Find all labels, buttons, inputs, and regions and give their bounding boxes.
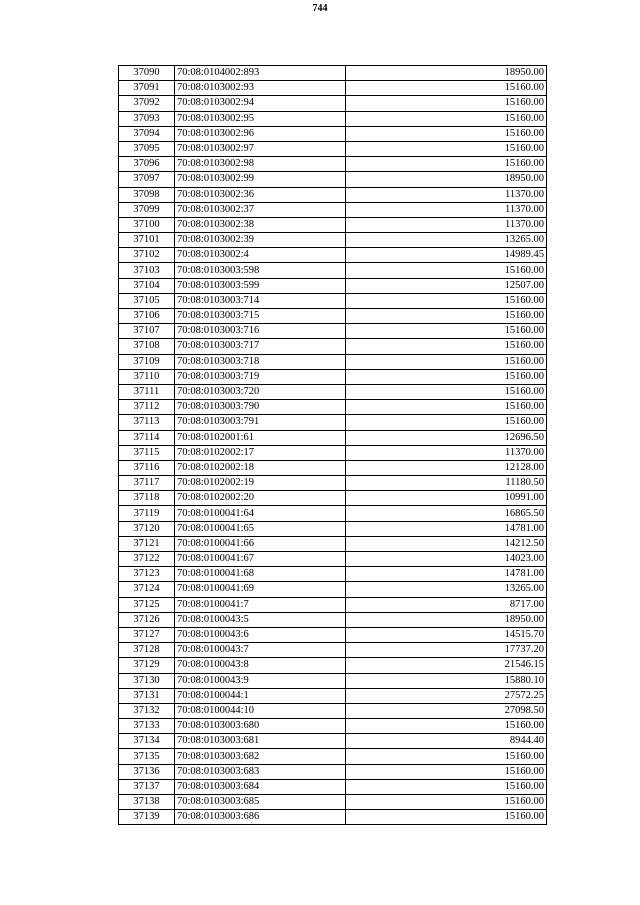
- value-cell: 15160.00: [346, 764, 547, 779]
- value-cell: 17737.20: [346, 643, 547, 658]
- row-number-cell: 37105: [119, 293, 175, 308]
- cadastral-number-cell: 70:08:0103003:684: [175, 779, 346, 794]
- row-number-cell: 37108: [119, 339, 175, 354]
- table-row: [119, 491, 547, 506]
- table-row: [119, 111, 547, 126]
- table-row: [119, 521, 547, 536]
- cadastral-number-cell: 70:08:0103003:686: [175, 810, 346, 825]
- value-cell: 18950.00: [346, 612, 547, 627]
- table-row: [119, 324, 547, 339]
- table-row: [119, 187, 547, 202]
- cadastral-number-cell: 70:08:0103002:4: [175, 248, 346, 263]
- row-number-cell: 37128: [119, 643, 175, 658]
- value-cell: 11370.00: [346, 202, 547, 217]
- table-row: [119, 339, 547, 354]
- page-number: 744: [312, 3, 328, 14]
- row-number-cell: 37133: [119, 719, 175, 734]
- cadastral-number-cell: 70:08:0103002:98: [175, 157, 346, 172]
- row-number-cell: 37104: [119, 278, 175, 293]
- row-number-cell: 37112: [119, 400, 175, 415]
- value-cell: 11370.00: [346, 217, 547, 232]
- cadastral-number-cell: 70:08:0103002:95: [175, 111, 346, 126]
- table-row: [119, 81, 547, 96]
- table-row: [119, 66, 547, 81]
- cadastral-number-cell: 70:08:0103002:99: [175, 172, 346, 187]
- cadastral-number-cell: 70:08:0103002:93: [175, 81, 346, 96]
- cadastral-number-cell: 70:08:0102001:61: [175, 430, 346, 445]
- cadastral-number-cell: 70:08:0103003:683: [175, 764, 346, 779]
- value-cell: 14781.00: [346, 567, 547, 582]
- value-cell: 15160.00: [346, 324, 547, 339]
- value-cell: 15160.00: [346, 779, 547, 794]
- row-number-cell: 37136: [119, 764, 175, 779]
- row-number-cell: 37097: [119, 172, 175, 187]
- value-cell: 8717.00: [346, 597, 547, 612]
- table-row: [119, 369, 547, 384]
- value-cell: 18950.00: [346, 66, 547, 81]
- cadastral-number-cell: 70:08:0100044:1: [175, 688, 346, 703]
- table-row: [119, 157, 547, 172]
- cadastral-number-cell: 70:08:0100041:68: [175, 567, 346, 582]
- table-row: [119, 233, 547, 248]
- row-number-cell: 37137: [119, 779, 175, 794]
- table-row: [119, 673, 547, 688]
- table-row: [119, 141, 547, 156]
- cadastral-number-cell: 70:08:0102002:18: [175, 460, 346, 475]
- table-row: [119, 476, 547, 491]
- value-cell: 15160.00: [346, 339, 547, 354]
- cadastral-number-cell: 70:08:0103002:97: [175, 141, 346, 156]
- table-row: [119, 400, 547, 415]
- value-cell: 21546.15: [346, 658, 547, 673]
- value-cell: 15160.00: [346, 369, 547, 384]
- table-body: [119, 66, 547, 825]
- table-row: [119, 764, 547, 779]
- row-number-cell: 37093: [119, 111, 175, 126]
- table-row: [119, 415, 547, 430]
- table-row: [119, 703, 547, 718]
- value-cell: 14023.00: [346, 552, 547, 567]
- row-number-cell: 37106: [119, 309, 175, 324]
- value-cell: 15160.00: [346, 354, 547, 369]
- cadastral-number-cell: 70:08:0103002:37: [175, 202, 346, 217]
- cadastral-number-cell: 70:08:0102002:20: [175, 491, 346, 506]
- row-number-cell: 37102: [119, 248, 175, 263]
- value-cell: 15160.00: [346, 157, 547, 172]
- value-cell: 8944.40: [346, 734, 547, 749]
- value-cell: 15160.00: [346, 293, 547, 308]
- table-row: [119, 126, 547, 141]
- cadastral-number-cell: 70:08:0100043:6: [175, 627, 346, 642]
- table-row: [119, 627, 547, 642]
- table-row: [119, 248, 547, 263]
- cadastral-number-cell: 70:08:0100041:66: [175, 536, 346, 551]
- cadastral-number-cell: 70:08:0103003:681: [175, 734, 346, 749]
- value-cell: 12696.50: [346, 430, 547, 445]
- table-row: [119, 779, 547, 794]
- table-row: [119, 384, 547, 399]
- row-number-cell: 37118: [119, 491, 175, 506]
- value-cell: 15160.00: [346, 309, 547, 324]
- cadastral-value-table: [118, 65, 547, 825]
- row-number-cell: 37103: [119, 263, 175, 278]
- value-cell: 15160.00: [346, 384, 547, 399]
- value-cell: 15160.00: [346, 795, 547, 810]
- row-number-cell: 37129: [119, 658, 175, 673]
- row-number-cell: 37132: [119, 703, 175, 718]
- cadastral-number-cell: 70:08:0103002:39: [175, 233, 346, 248]
- table-row: [119, 506, 547, 521]
- row-number-cell: 37124: [119, 582, 175, 597]
- table-row: [119, 612, 547, 627]
- cadastral-number-cell: 70:08:0104002:893: [175, 66, 346, 81]
- cadastral-number-cell: 70:08:0100043:9: [175, 673, 346, 688]
- cadastral-number-cell: 70:08:0103003:685: [175, 795, 346, 810]
- value-cell: 14212.50: [346, 536, 547, 551]
- row-number-cell: 37111: [119, 384, 175, 399]
- table-row: [119, 552, 547, 567]
- table-row: [119, 567, 547, 582]
- value-cell: 10991.00: [346, 491, 547, 506]
- cadastral-number-cell: 70:08:0100041:67: [175, 552, 346, 567]
- row-number-cell: 37117: [119, 476, 175, 491]
- row-number-cell: 37098: [119, 187, 175, 202]
- row-number-cell: 37100: [119, 217, 175, 232]
- table-row: [119, 734, 547, 749]
- value-cell: 15160.00: [346, 810, 547, 825]
- value-cell: 11370.00: [346, 187, 547, 202]
- row-number-cell: 37114: [119, 430, 175, 445]
- row-number-cell: 37134: [119, 734, 175, 749]
- row-number-cell: 37090: [119, 66, 175, 81]
- table-row: [119, 309, 547, 324]
- value-cell: 15160.00: [346, 141, 547, 156]
- cadastral-number-cell: 70:08:0103003:715: [175, 309, 346, 324]
- cadastral-number-cell: 70:08:0103002:38: [175, 217, 346, 232]
- cadastral-number-cell: 70:08:0103003:599: [175, 278, 346, 293]
- cadastral-number-cell: 70:08:0100041:65: [175, 521, 346, 536]
- table-row: [119, 445, 547, 460]
- value-cell: 18950.00: [346, 172, 547, 187]
- table-row: [119, 536, 547, 551]
- cadastral-number-cell: 70:08:0103002:94: [175, 96, 346, 111]
- row-number-cell: 37125: [119, 597, 175, 612]
- row-number-cell: 37101: [119, 233, 175, 248]
- row-number-cell: 37127: [119, 627, 175, 642]
- value-cell: 12507.00: [346, 278, 547, 293]
- table-row: [119, 217, 547, 232]
- value-cell: 11370.00: [346, 445, 547, 460]
- value-cell: 14989.45: [346, 248, 547, 263]
- row-number-cell: 37123: [119, 567, 175, 582]
- cadastral-number-cell: 70:08:0103003:717: [175, 339, 346, 354]
- cadastral-number-cell: 70:08:0100043:8: [175, 658, 346, 673]
- cadastral-number-cell: 70:08:0103003:720: [175, 384, 346, 399]
- row-number-cell: 37091: [119, 81, 175, 96]
- table-row: [119, 263, 547, 278]
- value-cell: 13265.00: [346, 233, 547, 248]
- value-cell: 15160.00: [346, 415, 547, 430]
- cadastral-number-cell: 70:08:0100041:7: [175, 597, 346, 612]
- table-row: [119, 688, 547, 703]
- row-number-cell: 37139: [119, 810, 175, 825]
- row-number-cell: 37138: [119, 795, 175, 810]
- table-row: [119, 597, 547, 612]
- table-row: [119, 658, 547, 673]
- value-cell: 13265.00: [346, 582, 547, 597]
- row-number-cell: 37119: [119, 506, 175, 521]
- row-number-cell: 37120: [119, 521, 175, 536]
- row-number-cell: 37095: [119, 141, 175, 156]
- value-cell: 14515.70: [346, 627, 547, 642]
- table-row: [119, 278, 547, 293]
- row-number-cell: 37109: [119, 354, 175, 369]
- value-cell: 15160.00: [346, 749, 547, 764]
- table-row: [119, 810, 547, 825]
- table-row: [119, 430, 547, 445]
- table-row: [119, 354, 547, 369]
- row-number-cell: 37135: [119, 749, 175, 764]
- table-row: [119, 460, 547, 475]
- value-cell: 15880.10: [346, 673, 547, 688]
- cadastral-number-cell: 70:08:0103003:714: [175, 293, 346, 308]
- value-cell: 16865.50: [346, 506, 547, 521]
- row-number-cell: 37113: [119, 415, 175, 430]
- cadastral-number-cell: 70:08:0102002:17: [175, 445, 346, 460]
- cadastral-number-cell: 70:08:0103003:718: [175, 354, 346, 369]
- value-cell: 27572.25: [346, 688, 547, 703]
- row-number-cell: 37099: [119, 202, 175, 217]
- value-cell: 27098.50: [346, 703, 547, 718]
- row-number-cell: 37121: [119, 536, 175, 551]
- table-row: [119, 643, 547, 658]
- table-row: [119, 202, 547, 217]
- value-cell: 15160.00: [346, 400, 547, 415]
- row-number-cell: 37130: [119, 673, 175, 688]
- cadastral-number-cell: 70:08:0103003:719: [175, 369, 346, 384]
- cadastral-number-cell: 70:08:0103003:682: [175, 749, 346, 764]
- row-number-cell: 37094: [119, 126, 175, 141]
- table-row: [119, 749, 547, 764]
- row-number-cell: 37116: [119, 460, 175, 475]
- value-cell: 12128.00: [346, 460, 547, 475]
- row-number-cell: 37126: [119, 612, 175, 627]
- row-number-cell: 37092: [119, 96, 175, 111]
- table-row: [119, 795, 547, 810]
- value-cell: 14781.00: [346, 521, 547, 536]
- value-cell: 15160.00: [346, 263, 547, 278]
- cadastral-number-cell: 70:08:0103002:36: [175, 187, 346, 202]
- table-row: [119, 582, 547, 597]
- row-number-cell: 37115: [119, 445, 175, 460]
- cadastral-number-cell: 70:08:0100043:5: [175, 612, 346, 627]
- table-row: [119, 172, 547, 187]
- cadastral-number-cell: 70:08:0103003:716: [175, 324, 346, 339]
- table-row: [119, 96, 547, 111]
- value-cell: 15160.00: [346, 126, 547, 141]
- cadastral-number-cell: 70:08:0100041:64: [175, 506, 346, 521]
- value-cell: 15160.00: [346, 81, 547, 96]
- table-row: [119, 293, 547, 308]
- row-number-cell: 37107: [119, 324, 175, 339]
- cadastral-number-cell: 70:08:0103003:680: [175, 719, 346, 734]
- cadastral-number-cell: 70:08:0100044:10: [175, 703, 346, 718]
- cadastral-number-cell: 70:08:0100041:69: [175, 582, 346, 597]
- row-number-cell: 37131: [119, 688, 175, 703]
- cadastral-number-cell: 70:08:0103003:598: [175, 263, 346, 278]
- cadastral-number-cell: 70:08:0103002:96: [175, 126, 346, 141]
- cadastral-number-cell: 70:08:0103003:791: [175, 415, 346, 430]
- cadastral-number-cell: 70:08:0102002:19: [175, 476, 346, 491]
- table-row: [119, 719, 547, 734]
- value-cell: 15160.00: [346, 96, 547, 111]
- cadastral-number-cell: 70:08:0100043:7: [175, 643, 346, 658]
- value-cell: 15160.00: [346, 719, 547, 734]
- row-number-cell: 37110: [119, 369, 175, 384]
- row-number-cell: 37122: [119, 552, 175, 567]
- value-cell: 11180.50: [346, 476, 547, 491]
- row-number-cell: 37096: [119, 157, 175, 172]
- cadastral-number-cell: 70:08:0103003:790: [175, 400, 346, 415]
- value-cell: 15160.00: [346, 111, 547, 126]
